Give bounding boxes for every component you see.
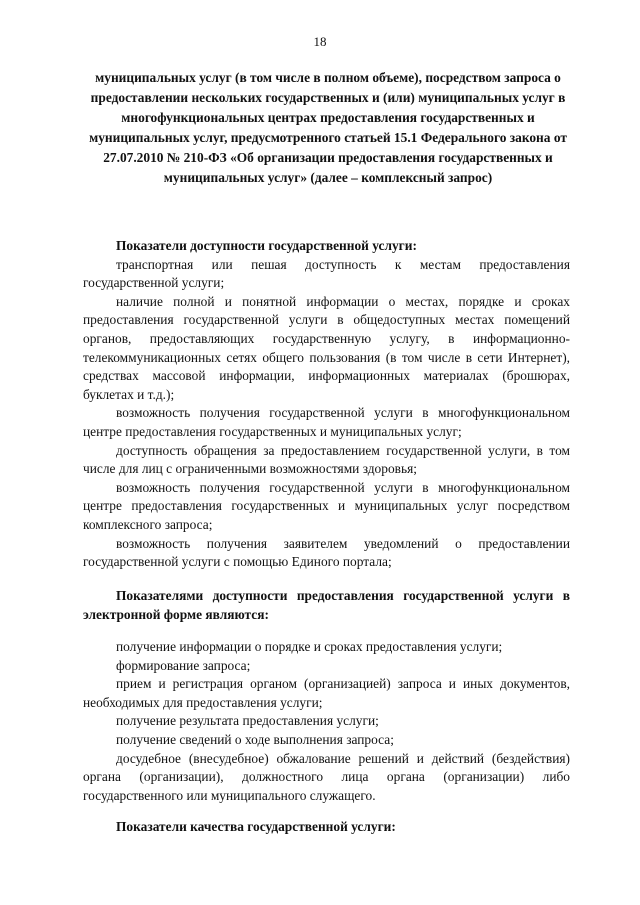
availability-item: доступность обращения за предоставлением государственной услуги, в том числе для лиц с ограниченными возможностями здоровья;: [83, 442, 570, 477]
electronic-item: досудебное (внесудебное) обжалование решений и действий (бездействия) органа (организации), должностного лица органа (организации) либо государственного или муниципального служащего.: [83, 750, 570, 803]
electronic-heading: Показателями доступности предоставления государственной услуги в электронной форме являются:: [83, 588, 570, 622]
availability-item: возможность получения государственной услуги в многофункциональном центре предоставления государственных и муниципальных услуг посредством комплексного запроса;: [83, 479, 570, 532]
electronic-item: получение сведений о ходе выполнения запроса;: [116, 731, 394, 747]
availability-heading: Показатели доступности государственной услуги:: [116, 238, 417, 253]
electronic-item: получение результата предоставления услуги;: [116, 713, 379, 729]
availability-item: транспортная или пешая доступность к местам предоставления государственной услуги;: [83, 256, 570, 291]
electronic-item: прием и регистрация органом (организацией) запроса и иных документов, необходимых для предоставления услуги;: [83, 676, 570, 710]
intro-heading: муниципальных услуг (в том числе в полном объеме), посредством запроса о предоставлении нескольких государственных и (или) муниципальных услуг в многофункциональных центрах предоставления государственных и муниципальных услуг, предусмотренного статьей 15.1 Федерального закона от 27.07.2010 № 210-ФЗ «Об организации предоставления государственных и муниципальных услуг» (далее – комплексный запрос): [89, 70, 567, 185]
availability-item: возможность получения заявителем уведомлений о предоставлении государственной услуги с помощью Единого портала;: [83, 535, 570, 570]
quality-section: [83, 818, 570, 837]
electronic-item: получение информации о порядке и сроках предоставления услуги;: [116, 639, 503, 654]
availability-section: [83, 237, 570, 572]
electronic-section: [83, 586, 570, 805]
availability-item: возможность получения государственной услуги в многофункциональном центре предоставления государственных и муниципальных услуг;: [83, 405, 570, 439]
page-number: 18: [313, 34, 327, 49]
electronic-item: формирование запроса;: [116, 657, 251, 673]
availability-item: наличие полной и понятной информации о местах, порядке и сроках предоставления государственной услуги в общедоступных местах помещений органов, предоставляющих государственную услугу, в информационно-телекоммуникационных сетях общего пользования (в том числе в сети Интернет), средствах массовой информации, информационных материалах (брошюрах, буклетах и т.д.);: [83, 293, 570, 402]
quality-heading: Показатели качества государственной услуги:: [116, 819, 396, 834]
